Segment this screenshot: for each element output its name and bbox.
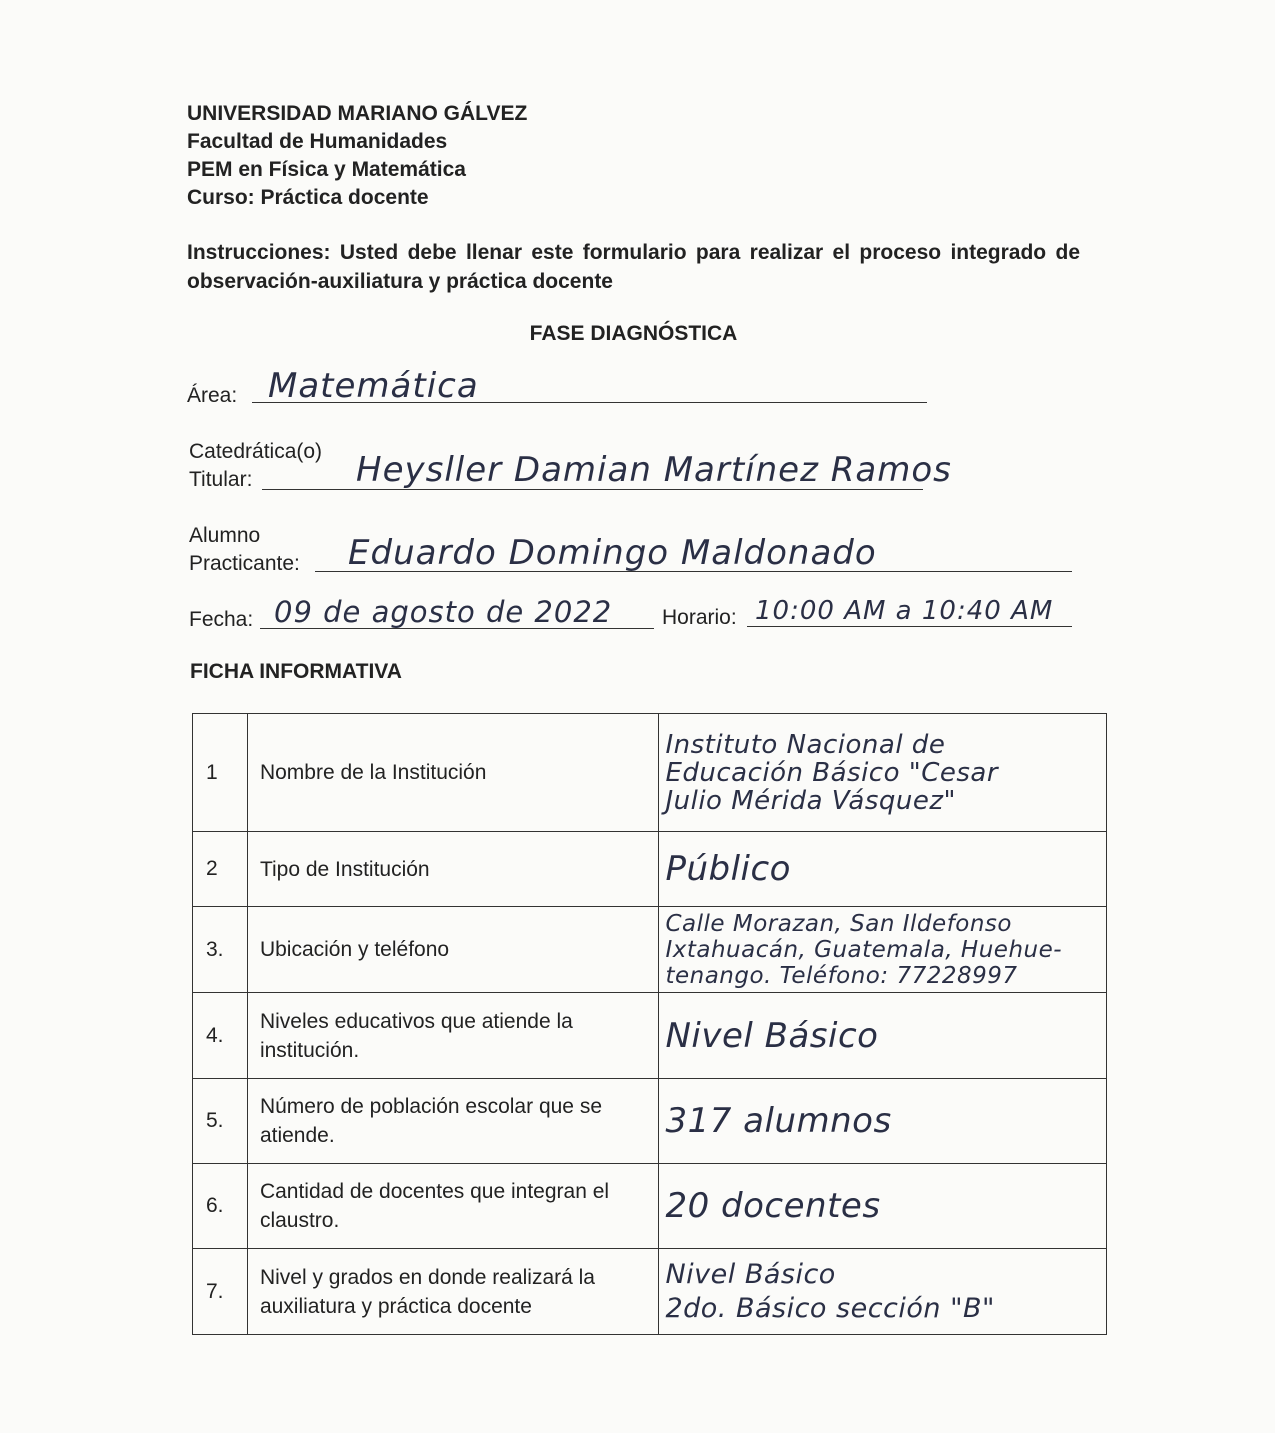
date-label: Fecha: bbox=[189, 608, 254, 631]
row-description: Número de población escolar que se atiende. bbox=[247, 1079, 659, 1164]
row-number: 5. bbox=[193, 1079, 248, 1164]
table-row bbox=[193, 714, 1107, 832]
row-number: 3. bbox=[193, 907, 248, 993]
row-description: Nivel y grados en donde realizará la auxiliatura y práctica docente bbox=[247, 1249, 659, 1335]
area-label: Área: bbox=[187, 384, 238, 407]
student-value: Eduardo Domingo Maldonado bbox=[348, 533, 877, 573]
table-row bbox=[193, 832, 1107, 907]
table-row bbox=[193, 1164, 1107, 1249]
row-number: 7. bbox=[193, 1249, 248, 1335]
row-description: Nombre de la Institución bbox=[247, 714, 659, 832]
teacher-value: Heysller Damian Martínez Ramos bbox=[356, 450, 952, 490]
row-value: Nivel Básico bbox=[659, 993, 1107, 1079]
row-description: Ubicación y teléfono bbox=[247, 907, 659, 993]
date-value: 09 de agosto de 2022 bbox=[274, 595, 613, 629]
info-table bbox=[192, 713, 1107, 1335]
row-value: 317 alumnos bbox=[659, 1079, 1107, 1164]
row-value: Calle Morazan, San Ildefonso Ixtahuacán, Guatemala, Huehue- tenango. Teléfono: 77228997 bbox=[659, 907, 1107, 993]
row-number: 1 bbox=[193, 714, 248, 832]
university-name: UNIVERSIDAD MARIANO GÁLVEZ bbox=[187, 102, 528, 125]
teacher-label-2: Titular: bbox=[189, 468, 253, 491]
student-label-2: Practicante: bbox=[189, 552, 300, 575]
phase-title: FASE DIAGNÓSTICA bbox=[529, 322, 738, 345]
table-row bbox=[193, 993, 1107, 1079]
schedule-value: 10:00 AM a 10:40 AM bbox=[755, 596, 1054, 626]
row-number: 2 bbox=[193, 832, 248, 907]
table-row bbox=[193, 907, 1107, 993]
row-value: 20 docentes bbox=[659, 1164, 1107, 1249]
program-name: PEM en Física y Matemática bbox=[187, 158, 466, 181]
row-description: Tipo de Institución bbox=[247, 832, 659, 907]
schedule-line bbox=[747, 626, 1072, 627]
instructions-text: Instrucciones: Usted debe llenar este formulario para realizar el proceso integrado de observación-auxiliatura y práctica docente bbox=[187, 241, 1080, 293]
student-label-1: Alumno bbox=[189, 524, 261, 547]
faculty-name: Facultad de Humanidades bbox=[187, 130, 448, 153]
area-value: Matemática bbox=[268, 366, 479, 406]
row-description: Cantidad de docentes que integran el claustro. bbox=[247, 1164, 659, 1249]
row-number: 4. bbox=[193, 993, 248, 1079]
header-block bbox=[187, 100, 527, 212]
row-number: 6. bbox=[193, 1164, 248, 1249]
ficha-title: FICHA INFORMATIVA bbox=[190, 660, 402, 683]
row-value: Público bbox=[659, 832, 1107, 907]
table-row bbox=[193, 1249, 1107, 1335]
teacher-label-1: Catedrática(o) bbox=[189, 440, 323, 463]
row-value: Nivel Básico 2do. Básico sección "B" bbox=[659, 1249, 1107, 1335]
table-row bbox=[193, 1079, 1107, 1164]
row-description: Niveles educativos que atiende la institución. bbox=[247, 993, 659, 1079]
row-value: Instituto Nacional de Educación Básico "Cesar Julio Mérida Vásquez" bbox=[659, 714, 1107, 832]
course-name: Curso: Práctica docente bbox=[187, 186, 429, 209]
schedule-label: Horario: bbox=[662, 606, 737, 629]
